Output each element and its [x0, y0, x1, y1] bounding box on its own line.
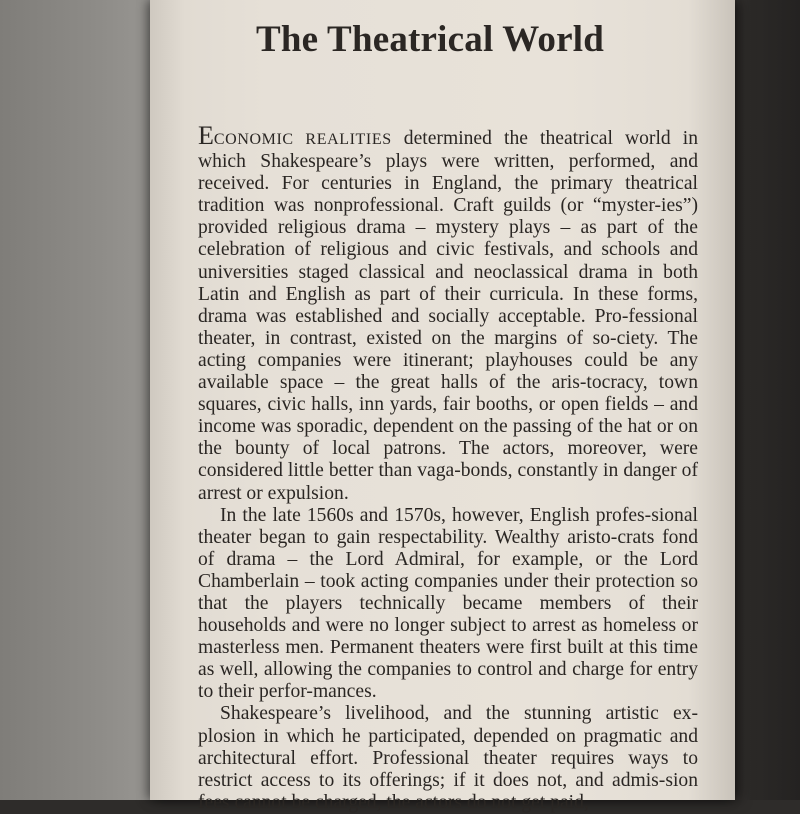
- page-title: The Theatrical World: [256, 19, 604, 60]
- lead-initial: E: [198, 121, 214, 150]
- body-text: [198, 123, 698, 814]
- background-left: [0, 0, 170, 800]
- paragraph-1-text: determined the theatrical world in which Shakespeare’s plays were written, performed, and received. For centuries in England, the primary theatrical tradition was nonprofessional. Craft guilds (or “myster-ies”) provided religious drama – mystery plays – as part of the celebration of religious and civic festivals, and schools and universities staged classical and neoclassical drama in both Latin and English as part of their curricula. In these forms, drama was established and socially acceptable. Pro-fessional theater, in contrast, existed on the margins of so-ciety. The acting companies were itinerant; playhouses could be any available space – the great halls of the aris-tocracy, town squares, civic halls, inn yards, fair booths, or open fields – and income was sporadic, dependent on the passing of the hat or on the bounty of local patrons. The actors, moreover, were considered little better than vaga-bonds, constantly in danger of arrest or expulsion.: [198, 128, 699, 504]
- paragraph-3: Shakespeare’s livelihood, and the stunning artistic ex-plosion in which he participated, depended on pragmatic and architectural effort. Professional theater requires ways to restrict access to its offerings; if it does not, and admis-sion fees cannot be charged, the actors do not get paid,: [198, 703, 698, 813]
- book-page: [150, 0, 735, 813]
- paragraph-1: [198, 123, 698, 505]
- lead-smallcaps: CONOMIC REALITIES: [213, 131, 392, 148]
- paragraph-2: In the late 1560s and 1570s, however, English profes-sional theater began to gain respectability. Wealthy aristo-crats fond of drama – the Lord Admiral, for example, or the Lord Chamberlain – took acting companies under their protection so that the players technically became members of their households and were no longer subject to arrest as homeless or masterless men. Permanent theaters were first built at this time as well, allowing the companies to control and charge for entry to their perfor-mances.: [198, 504, 698, 703]
